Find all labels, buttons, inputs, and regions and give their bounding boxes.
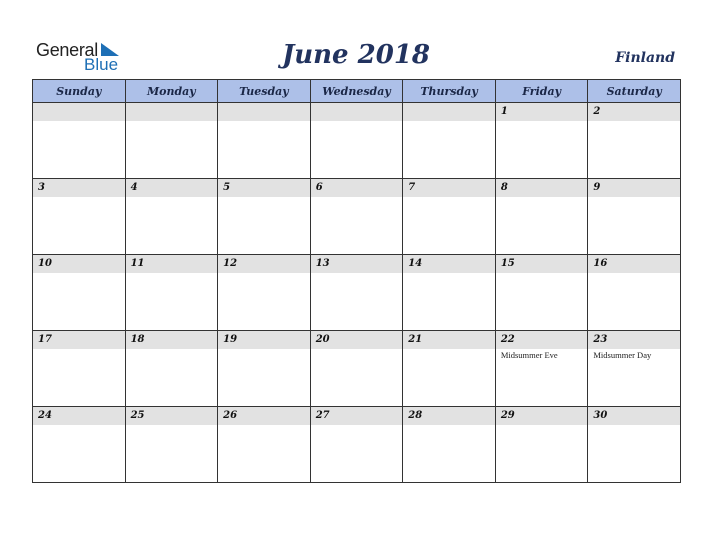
day-number: 25: [130, 410, 145, 421]
day-number-band: [218, 331, 310, 349]
day-number: 10: [38, 258, 52, 269]
day-number-band: [126, 103, 218, 121]
day-number: 15: [500, 258, 515, 269]
day-number-band: [588, 255, 680, 273]
weekday-header: Saturday: [588, 80, 681, 103]
day-cell: [588, 331, 681, 407]
day-number: 8: [500, 182, 508, 193]
day-cell: [310, 255, 403, 331]
day-cell: [218, 179, 311, 255]
day-number-band: [496, 179, 588, 197]
day-cell: [218, 331, 311, 407]
day-number-band: [218, 255, 310, 273]
day-number-band: [403, 331, 495, 349]
day-number-band: [403, 255, 495, 273]
day-number: 11: [130, 258, 145, 269]
day-number-band: [496, 331, 588, 349]
day-number: 16: [593, 258, 608, 269]
week-row: [33, 103, 681, 179]
day-cell: [218, 103, 311, 179]
day-number-band: [403, 179, 495, 197]
weekday-header: Thursday: [403, 80, 496, 103]
day-cell: [495, 255, 588, 331]
day-cell: [588, 103, 681, 179]
day-cell: [310, 331, 403, 407]
day-number: 4: [130, 182, 138, 193]
day-cell: [125, 255, 218, 331]
day-number: 14: [408, 258, 423, 269]
day-cell: [218, 407, 311, 483]
day-number-band: [588, 179, 680, 197]
day-cell: [495, 407, 588, 483]
day-number-band: [496, 255, 588, 273]
day-cell: [33, 103, 126, 179]
day-number: 1: [500, 106, 508, 117]
week-row: [33, 331, 681, 407]
day-number-band: [126, 331, 218, 349]
day-number-band: [403, 407, 495, 425]
day-cell: [403, 255, 496, 331]
calendar-title: June 2018: [281, 40, 431, 70]
day-number-band: [33, 407, 125, 425]
logo-text-blue: Blue: [84, 55, 119, 74]
weekday-header: Monday: [125, 80, 218, 103]
week-row: [33, 407, 681, 483]
day-number-band: [403, 103, 495, 121]
day-number-band: [311, 179, 403, 197]
weekday-header: Sunday: [33, 80, 126, 103]
day-number: 13: [315, 258, 330, 269]
day-number-band: [311, 255, 403, 273]
day-cell: [310, 103, 403, 179]
day-number: 19: [223, 334, 238, 345]
day-number-band: [311, 103, 403, 121]
day-cell: [33, 331, 126, 407]
day-number: 9: [593, 182, 601, 193]
day-number-band: [496, 103, 588, 121]
day-number-band: [218, 103, 310, 121]
week-row: [33, 179, 681, 255]
day-number: 5: [223, 182, 231, 193]
day-number-band: [218, 179, 310, 197]
day-number-band: [496, 407, 588, 425]
day-number-band: [33, 103, 125, 121]
day-cell: [588, 407, 681, 483]
day-number-band: [33, 179, 125, 197]
weekday-header: Tuesday: [218, 80, 311, 103]
day-cell: [495, 103, 588, 179]
day-cell: [33, 407, 126, 483]
country-label: Finland: [615, 50, 675, 66]
day-number: 3: [38, 182, 45, 193]
day-cell: [310, 407, 403, 483]
day-number: 7: [408, 182, 416, 193]
day-number: 30: [593, 410, 608, 421]
day-number-band: [33, 331, 125, 349]
holiday-label: Midsummer Eve: [500, 350, 558, 360]
logo-text-general: General: [36, 40, 98, 60]
day-number: 2: [593, 106, 601, 117]
calendar-grid: [32, 79, 681, 483]
day-cell: [403, 407, 496, 483]
day-cell: [403, 331, 496, 407]
day-number-band: [126, 407, 218, 425]
day-cell: [310, 179, 403, 255]
day-number: 24: [38, 410, 52, 421]
day-cell: [125, 179, 218, 255]
day-number-band: [588, 407, 680, 425]
day-cell: [125, 331, 218, 407]
holiday-label: Midsummer Day: [593, 350, 652, 360]
weekday-header-row: [33, 80, 681, 103]
day-number: 12: [223, 258, 238, 269]
day-number-band: [588, 331, 680, 349]
day-number: 27: [315, 410, 330, 421]
day-number: 28: [408, 410, 423, 421]
day-cell: [125, 103, 218, 179]
day-number: 20: [315, 334, 330, 345]
day-cell: [403, 103, 496, 179]
day-number-band: [311, 331, 403, 349]
day-cell: [495, 179, 588, 255]
week-row: [33, 255, 681, 331]
day-number: 17: [38, 334, 52, 345]
day-number-band: [126, 179, 218, 197]
day-number-band: [126, 255, 218, 273]
weekday-header: Wednesday: [310, 80, 403, 103]
day-number-band: [311, 407, 403, 425]
day-number: 6: [315, 182, 323, 193]
day-number-band: [218, 407, 310, 425]
day-cell: [588, 255, 681, 331]
day-cell: [33, 255, 126, 331]
day-cell: [588, 179, 681, 255]
day-number: 23: [593, 334, 608, 345]
day-number: 22: [500, 334, 515, 345]
day-cell: [125, 407, 218, 483]
day-number: 26: [223, 410, 238, 421]
day-number: 21: [408, 334, 423, 345]
day-cell: [218, 255, 311, 331]
day-number-band: [588, 103, 680, 121]
day-cell: [495, 331, 588, 407]
day-number: 29: [500, 410, 515, 421]
day-cell: [403, 179, 496, 255]
day-number-band: [33, 255, 125, 273]
weekday-header: Friday: [495, 80, 588, 103]
day-cell: [33, 179, 126, 255]
day-number: 18: [130, 334, 145, 345]
